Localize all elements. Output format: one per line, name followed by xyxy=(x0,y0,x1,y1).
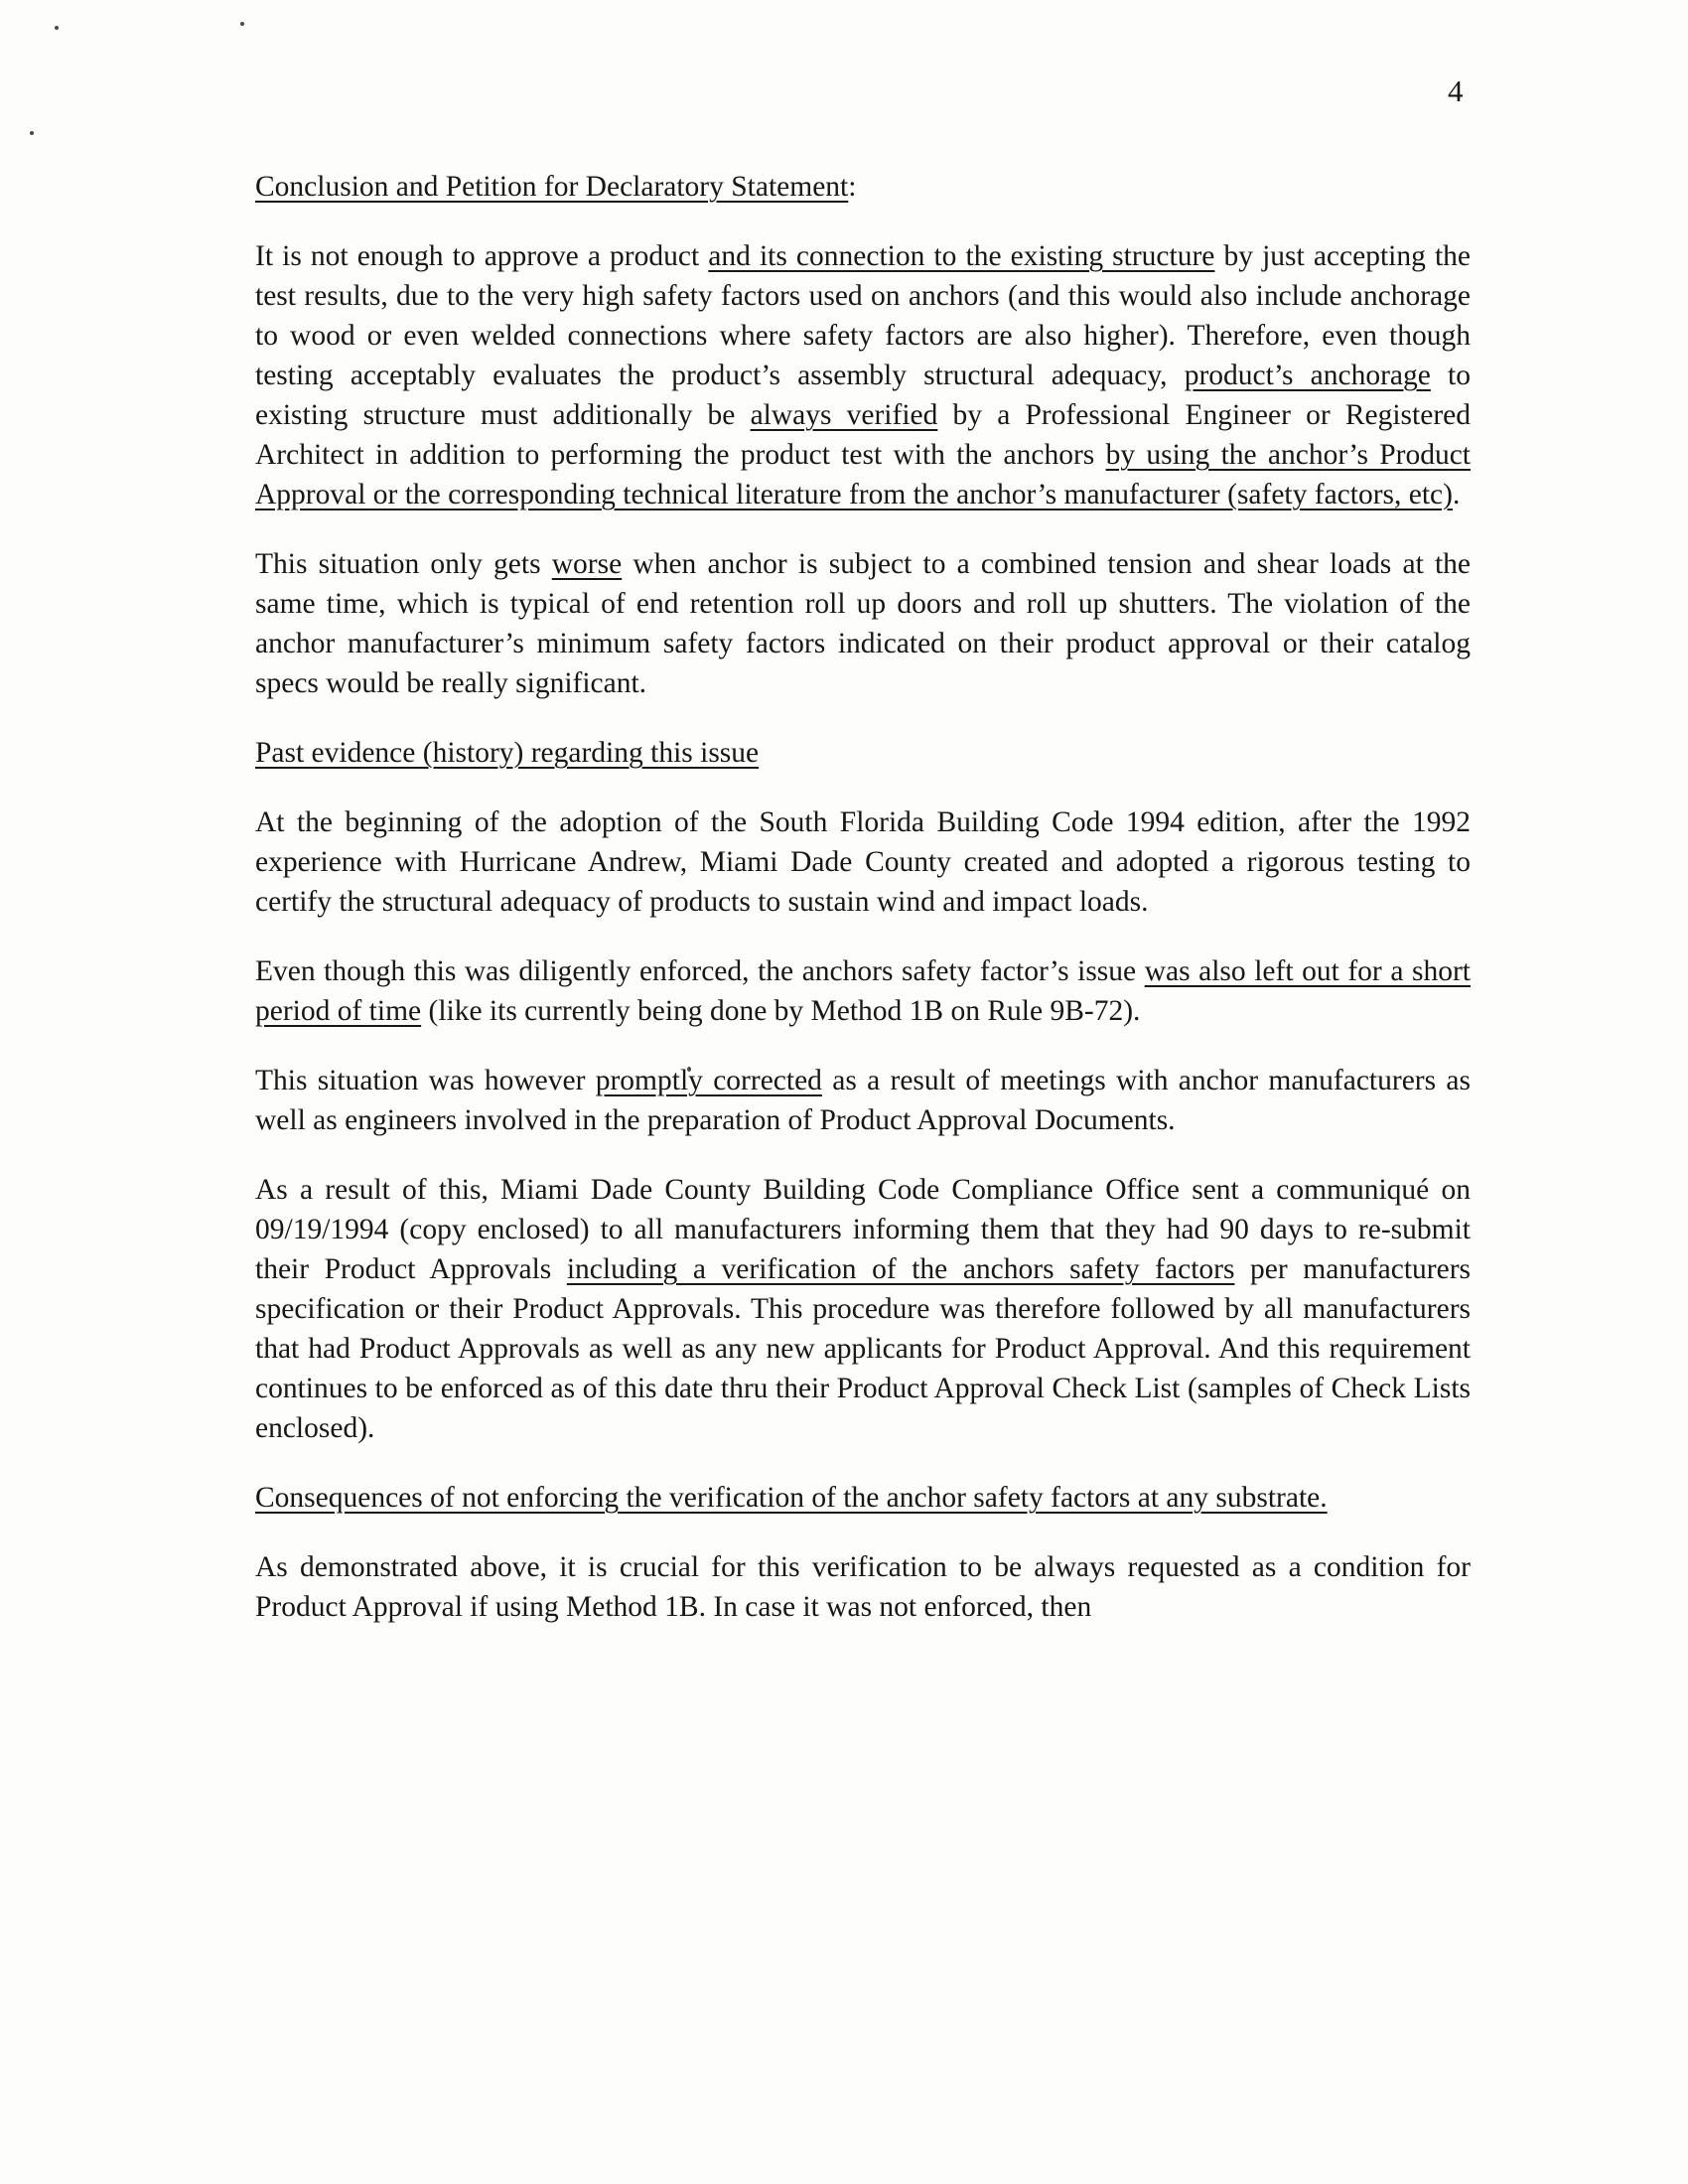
scan-speckle xyxy=(55,26,59,30)
paragraph-diligently-enforced: Even though this was diligently enforced, the anchors safety factor’s issue was also left out for a short period of time (like its currently being done by Method 1B on Rule 9B-72). xyxy=(255,955,1471,1027)
heading-consequences: Consequences of not enforcing the verification of the anchor safety factors at any substrate. xyxy=(255,1482,1328,1514)
heading-conclusion-petition: Conclusion and Petition for Declaratory Statement: xyxy=(255,171,857,203)
document-body xyxy=(255,167,1471,1627)
paragraph-as-demonstrated: As demonstrated above, it is crucial for this verification to be always requested as a condition for Product Approval if using Method 1B. In case it was not enforced, then xyxy=(255,1551,1471,1623)
paragraph-sfbc-1994: At the beginning of the adoption of the South Florida Building Code 1994 edition, after the 1992 experience with Hurricane Andrew, Miami Dade County created and adopted a rigorous testing to certify the structural adequacy of products to sustain wind and impact loads. xyxy=(255,806,1471,918)
heading-past-evidence: Past evidence (history) regarding this issue xyxy=(255,737,760,769)
paragraph-approve-product: It is not enough to approve a product and its connection to the existing structure by just accepting the test results, due to the very high safety factors used on anchors (and this would also include anchorage to wood or even welded connections where safety factors are also higher). Therefore, even though testing acceptably evaluates the product’s assembly structural adequacy, product’s anchorage to existing structure must additionally be always verified by a Professional Engineer or Registered Architect in addition to performing the product test with the anchors by using the anchor’s Product Approval or the corresponding technical literature from the anchor’s manufacturer (safety factors, etc). xyxy=(255,240,1471,510)
scan-speckle xyxy=(30,131,34,135)
scan-speckle xyxy=(240,22,244,26)
paragraph-situation-worse: This situation only gets worse when anchor is subject to a combined tension and shear loads at the same time, which is typical of end retention roll up doors and roll up shutters. The violation of the anchor manufacturer’s minimum safety factors indicated on their product approval or their catalog specs would be really significant. xyxy=(255,548,1471,699)
paragraph-communique: As a result of this, Miami Dade County Building Code Compliance Office sent a communiqué on 09/19/1994 (copy enclosed) to all manufacturers informing them that they had 90 days to re-submit their Product Approvals including a verification of the anchors safety factors per manufacturers specification or their Product Approvals. This procedure was therefore followed by all manufacturers that had Product Approvals as well as any new applicants for Product Approval. And this requirement continues to be enforced as of this date thru their Product Approval Check List (samples of Check Lists enclosed). xyxy=(255,1174,1471,1444)
page-number: 4 xyxy=(1448,73,1464,108)
paragraph-promptly-corrected: This situation was however promptly corrected as a result of meetings with anchor manufacturers as well as engineers involved in the preparation of Product Approval Documents. xyxy=(255,1065,1471,1136)
